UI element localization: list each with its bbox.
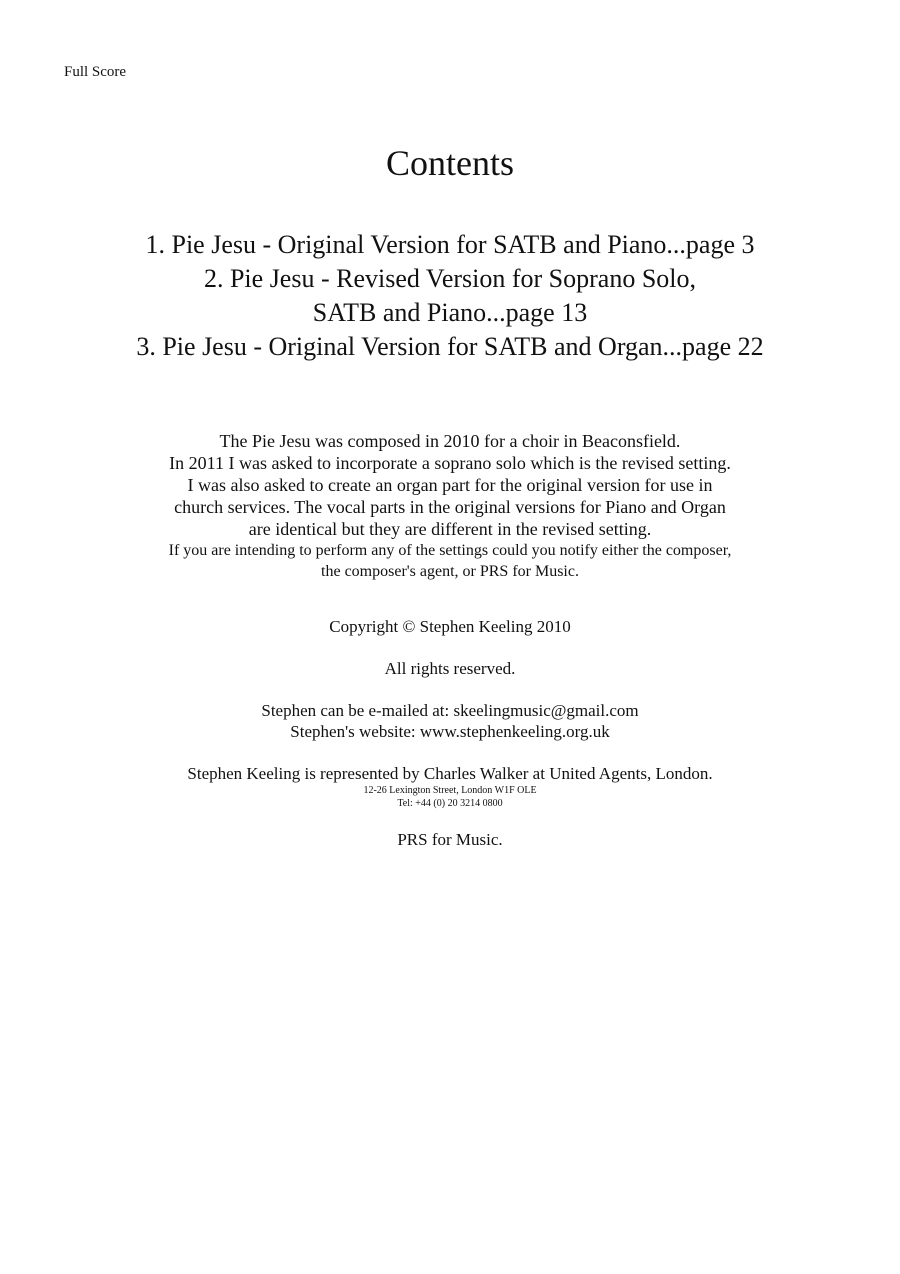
contact-block (0, 700, 900, 742)
agent-address: 12-26 Lexington Street, London W1F OLE (363, 785, 537, 796)
rights-line: All rights reserved. (384, 659, 516, 678)
agent-block (0, 763, 900, 810)
composition-notes (0, 430, 900, 582)
contents-list (0, 228, 900, 364)
page-title: Contents (385, 143, 514, 183)
note-line: church services. The vocal parts in the original versions for Piano and Organ (174, 497, 726, 517)
note-line: The Pie Jesu was composed in 2010 for a choir in Beaconsfield. (219, 431, 681, 451)
agent-telephone: Tel: +44 (0) 20 3214 0800 (397, 798, 503, 809)
contents-entry-2-continued: SATB and Piano...page 13 (312, 298, 588, 327)
performance-note: If you are intending to perform any of the settings could you notify either the composer, (168, 542, 732, 559)
contents-entry-3: 3. Pie Jesu - Original Version for SATB and Organ...page 22 (136, 332, 764, 361)
contents-entry-1: 1. Pie Jesu - Original Version for SATB and Piano...page 3 (145, 230, 755, 259)
agent-line: Stephen Keeling is represented by Charles Walker at United Agents, London. (187, 764, 713, 783)
note-line: I was also asked to create an organ part for the original version for use in (187, 475, 713, 495)
note-line: In 2011 I was asked to incorporate a soprano solo which is the revised setting. (169, 453, 731, 473)
copyright-line: Copyright © Stephen Keeling 2010 (329, 617, 571, 636)
header-label: Full Score (64, 64, 127, 80)
performance-note: the composer's agent, or PRS for Music. (321, 563, 579, 580)
contents-entry-2: 2. Pie Jesu - Revised Version for Soprano Solo, (203, 264, 697, 293)
email-line: Stephen can be e-mailed at: skeelingmusic@gmail.com (261, 701, 639, 720)
prs-line: PRS for Music. (397, 830, 503, 849)
note-line: are identical but they are different in the revised setting. (248, 519, 652, 539)
website-line: Stephen's website: www.stephenkeeling.org.uk (290, 722, 610, 741)
